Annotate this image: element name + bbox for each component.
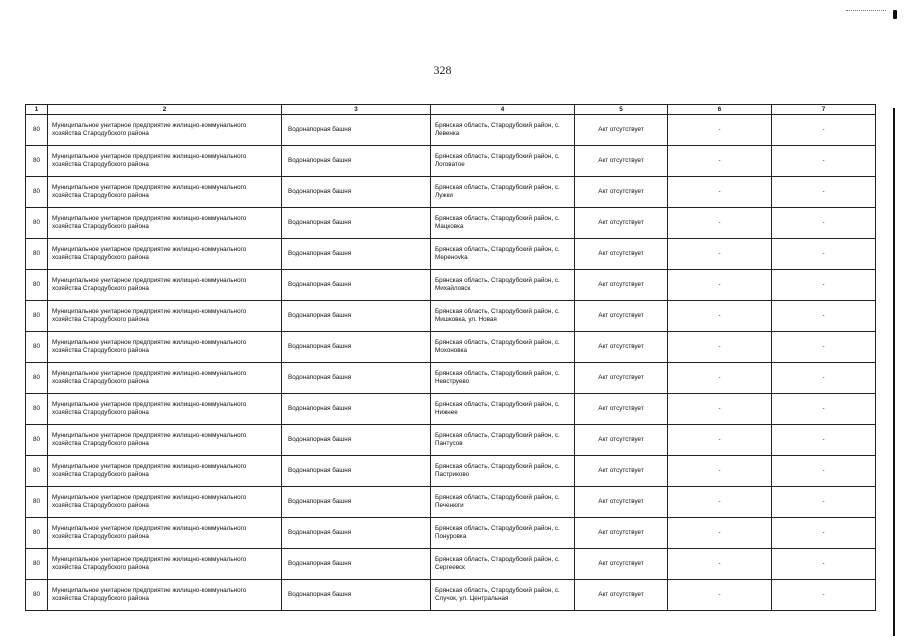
row-number-cell: 80	[26, 487, 48, 518]
column-7-cell: -	[772, 332, 876, 363]
row-number-cell: 80	[26, 208, 48, 239]
act-status-cell: Акт отсутствует	[575, 301, 668, 332]
object-name-cell: Водонапорная башня	[282, 425, 431, 456]
owner-cell: Муниципальное унитарное предприятие жилищно-коммунального хозяйства Стародубского района	[48, 270, 282, 301]
object-name-cell: Водонапорная башня	[282, 580, 431, 611]
column-header: 1	[26, 105, 48, 115]
column-6-cell: -	[668, 518, 772, 549]
column-7-cell: -	[772, 549, 876, 580]
address-cell: Брянская область, Стародубский район, с. Меренovka	[431, 239, 575, 270]
column-7-cell: -	[772, 177, 876, 208]
address-cell: Брянская область, Стародубский район, с. Левенка	[431, 115, 575, 146]
owner-cell: Муниципальное унитарное предприятие жилищно-коммунального хозяйства Стародубского района	[48, 332, 282, 363]
column-7-cell: -	[772, 580, 876, 611]
row-number-cell: 80	[26, 115, 48, 146]
table-row	[26, 580, 876, 611]
address-cell: Брянская область, Стародубский район, с. Мацковка	[431, 208, 575, 239]
owner-cell: Муниципальное унитарное предприятие жилищно-коммунального хозяйства Стародубского района	[48, 363, 282, 394]
act-status-cell: Акт отсутствует	[575, 239, 668, 270]
owner-cell: Муниципальное унитарное предприятие жилищно-коммунального хозяйства Стародубского района	[48, 239, 282, 270]
owner-cell: Муниципальное унитарное предприятие жилищно-коммунального хозяйства Стародубского района	[48, 580, 282, 611]
act-status-cell: Акт отсутствует	[575, 270, 668, 301]
column-6-cell: -	[668, 425, 772, 456]
address-cell: Брянская область, Стародубский район, с. Пастриково	[431, 456, 575, 487]
owner-cell: Муниципальное унитарное предприятие жилищно-коммунального хозяйства Стародубского района	[48, 487, 282, 518]
owner-cell: Муниципальное унитарное предприятие жилищно-коммунального хозяйства Стародубского района	[48, 146, 282, 177]
property-table	[25, 104, 876, 611]
act-status-cell: Акт отсутствует	[575, 518, 668, 549]
column-6-cell: -	[668, 208, 772, 239]
object-name-cell: Водонапорная башня	[282, 115, 431, 146]
column-6-cell: -	[668, 146, 772, 177]
table-row	[26, 518, 876, 549]
column-7-cell: -	[772, 363, 876, 394]
object-name-cell: Водонапорная башня	[282, 394, 431, 425]
column-6-cell: -	[668, 363, 772, 394]
column-6-cell: -	[668, 115, 772, 146]
column-7-cell: -	[772, 270, 876, 301]
owner-cell: Муниципальное унитарное предприятие жилищно-коммунального хозяйства Стародубского района	[48, 115, 282, 146]
row-number-cell: 80	[26, 146, 48, 177]
owner-cell: Муниципальное унитарное предприятие жилищно-коммунального хозяйства Стародубского района	[48, 301, 282, 332]
row-number-cell: 80	[26, 456, 48, 487]
row-number-cell: 80	[26, 239, 48, 270]
row-number-cell: 80	[26, 301, 48, 332]
row-number-cell: 80	[26, 580, 48, 611]
owner-cell: Муниципальное унитарное предприятие жилищно-коммунального хозяйства Стародубского района	[48, 518, 282, 549]
column-6-cell: -	[668, 177, 772, 208]
column-6-cell: -	[668, 549, 772, 580]
address-cell: Брянская область, Стародубский район, с. Михайловск	[431, 270, 575, 301]
object-name-cell: Водонапорная башня	[282, 487, 431, 518]
row-number-cell: 80	[26, 549, 48, 580]
act-status-cell: Акт отсутствует	[575, 425, 668, 456]
column-6-cell: -	[668, 301, 772, 332]
column-header: 6	[668, 105, 772, 115]
header-row	[26, 105, 876, 115]
act-status-cell: Акт отсутствует	[575, 580, 668, 611]
table-row	[26, 394, 876, 425]
table-row	[26, 456, 876, 487]
table-row	[26, 549, 876, 580]
address-cell: Брянская область, Стародубский район, с. Лужки	[431, 177, 575, 208]
act-status-cell: Акт отсутствует	[575, 363, 668, 394]
object-name-cell: Водонапорная башня	[282, 332, 431, 363]
object-name-cell: Водонапорная башня	[282, 363, 431, 394]
owner-cell: Муниципальное унитарное предприятие жилищно-коммунального хозяйства Стародубского района	[48, 456, 282, 487]
table-row	[26, 425, 876, 456]
address-cell: Брянская область, Стародубский район, с. Печенюги	[431, 487, 575, 518]
act-status-cell: Акт отсутствует	[575, 115, 668, 146]
column-7-cell: -	[772, 518, 876, 549]
column-6-cell: -	[668, 394, 772, 425]
act-status-cell: Акт отсутствует	[575, 487, 668, 518]
owner-cell: Муниципальное унитарное предприятие жилищно-коммунального хозяйства Стародубского района	[48, 425, 282, 456]
scan-artifact-edge	[893, 108, 895, 636]
row-number-cell: 80	[26, 425, 48, 456]
column-7-cell: -	[772, 487, 876, 518]
row-number-cell: 80	[26, 177, 48, 208]
act-status-cell: Акт отсутствует	[575, 332, 668, 363]
owner-cell: Муниципальное унитарное предприятие жилищно-коммунального хозяйства Стародубского района	[48, 549, 282, 580]
table-row	[26, 208, 876, 239]
act-status-cell: Акт отсутствует	[575, 549, 668, 580]
object-name-cell: Водонапорная башня	[282, 208, 431, 239]
column-7-cell: -	[772, 301, 876, 332]
address-cell: Брянская область, Стародубский район, с. Мохоновка	[431, 332, 575, 363]
address-cell: Брянская область, Стародубский район, с. Случок, ул. Центральная	[431, 580, 575, 611]
column-header: 4	[431, 105, 575, 115]
column-7-cell: -	[772, 239, 876, 270]
column-header: 2	[48, 105, 282, 115]
table-row	[26, 177, 876, 208]
row-number-cell: 80	[26, 394, 48, 425]
row-number-cell: 80	[26, 363, 48, 394]
table-row	[26, 146, 876, 177]
table-row	[26, 332, 876, 363]
object-name-cell: Водонапорная башня	[282, 270, 431, 301]
object-name-cell: Водонапорная башня	[282, 518, 431, 549]
column-header: 5	[575, 105, 668, 115]
object-name-cell: Водонапорная башня	[282, 146, 431, 177]
act-status-cell: Акт отсутствует	[575, 456, 668, 487]
object-name-cell: Водонапорная башня	[282, 301, 431, 332]
table-row	[26, 363, 876, 394]
table-row	[26, 487, 876, 518]
row-number-cell: 80	[26, 332, 48, 363]
column-6-cell: -	[668, 456, 772, 487]
act-status-cell: Акт отсутствует	[575, 208, 668, 239]
column-7-cell: -	[772, 146, 876, 177]
scan-artifact-mark	[893, 10, 897, 19]
column-header: 3	[282, 105, 431, 115]
column-6-cell: -	[668, 239, 772, 270]
address-cell: Брянская область, Стародубский район, с. Мишковка, ул. Новая	[431, 301, 575, 332]
table-row	[26, 270, 876, 301]
act-status-cell: Акт отсутствует	[575, 394, 668, 425]
column-6-cell: -	[668, 580, 772, 611]
owner-cell: Муниципальное унитарное предприятие жилищно-коммунального хозяйства Стародубского района	[48, 208, 282, 239]
column-7-cell: -	[772, 456, 876, 487]
table-row	[26, 301, 876, 332]
column-7-cell: -	[772, 115, 876, 146]
address-cell: Брянская область, Стародубский район, с. Невструево	[431, 363, 575, 394]
owner-cell: Муниципальное унитарное предприятие жилищно-коммунального хозяйства Стародубского района	[48, 177, 282, 208]
act-status-cell: Акт отсутствует	[575, 177, 668, 208]
row-number-cell: 80	[26, 270, 48, 301]
address-cell: Брянская область, Стародубский район, с. Логоватое	[431, 146, 575, 177]
column-7-cell: -	[772, 425, 876, 456]
address-cell: Брянская область, Стародубский район, с. Понуровка	[431, 518, 575, 549]
page-number: 328	[433, 63, 452, 77]
address-cell: Брянская область, Стародубский район, с. Нижнее	[431, 394, 575, 425]
column-6-cell: -	[668, 270, 772, 301]
object-name-cell: Водонапорная башня	[282, 549, 431, 580]
table-row	[26, 115, 876, 146]
column-6-cell: -	[668, 332, 772, 363]
owner-cell: Муниципальное унитарное предприятие жилищно-коммунального хозяйства Стародубского района	[48, 394, 282, 425]
column-6-cell: -	[668, 487, 772, 518]
table-row	[26, 239, 876, 270]
column-7-cell: -	[772, 394, 876, 425]
object-name-cell: Водонапорная башня	[282, 177, 431, 208]
column-7-cell: -	[772, 208, 876, 239]
act-status-cell: Акт отсутствует	[575, 146, 668, 177]
column-header: 7	[772, 105, 876, 115]
address-cell: Брянская область, Стародубский район, с. Сергеевск	[431, 549, 575, 580]
address-cell: Брянская область, Стародубский район, с. Пантусов	[431, 425, 575, 456]
object-name-cell: Водонапорная башня	[282, 239, 431, 270]
object-name-cell: Водонапорная башня	[282, 456, 431, 487]
row-number-cell: 80	[26, 518, 48, 549]
scan-artifact-dots	[846, 10, 886, 11]
